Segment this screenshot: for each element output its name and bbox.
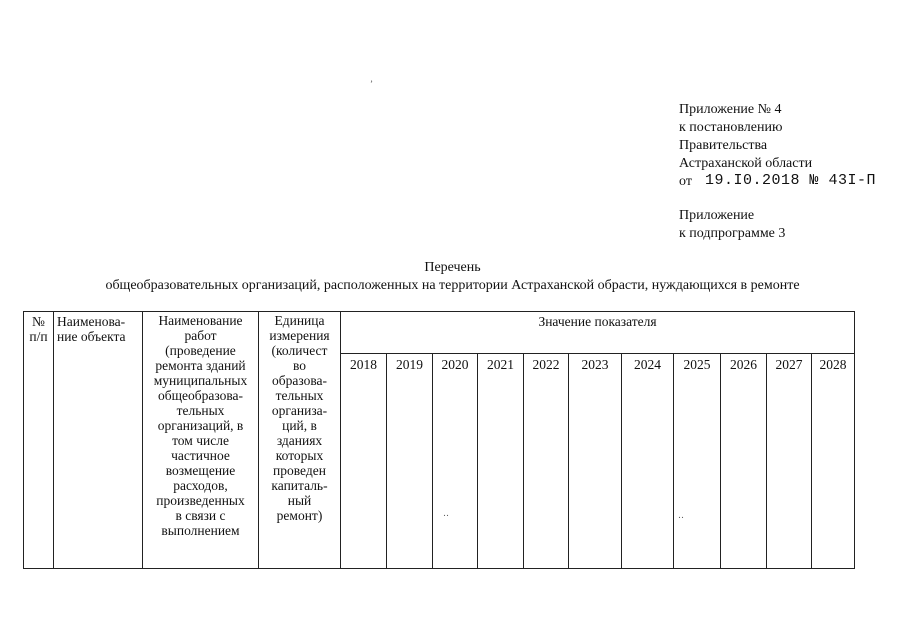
- approval-line-2: к постановлению: [679, 120, 783, 135]
- header-cell-number: № п/п: [24, 312, 54, 569]
- appendix-line-2: к подпрограмме 3: [679, 226, 786, 241]
- year-cell-2024: 2024: [622, 354, 674, 569]
- header-cell-indicator-value: Значение показателя: [341, 312, 855, 354]
- scan-speck: ’: [370, 79, 373, 89]
- year-cell-2025: 2025: [674, 354, 721, 569]
- approval-line-1: Приложение № 4: [679, 102, 782, 117]
- year-cell-2018: 2018: [341, 354, 387, 569]
- approval-line-from: от: [679, 174, 692, 189]
- year-cell-2023: 2023: [569, 354, 622, 569]
- year-cell-2028: 2028: [812, 354, 855, 569]
- approval-line-4: Астраханской области: [679, 156, 813, 171]
- scan-speck: ․․: [443, 508, 450, 518]
- decree-date-number-stamp: 19.I0.2018 № 43I-П: [705, 172, 877, 189]
- document-subtitle: общеобразовательных организаций, расположенных на территории Астраханской обрасти, нуждающихся в ремонте: [105, 278, 800, 293]
- scan-speck: ․․: [678, 510, 685, 520]
- approval-line-3: Правительства: [679, 138, 768, 153]
- document-title: Перечень: [424, 260, 481, 275]
- header-cell-work-name: Наименование работ (проведение ремонта зданий муниципальных общеобразова- тельных организаций, в том числе частичное возмещение расходов, произведенных в связи с выполнением: [143, 312, 259, 569]
- year-cell-2027: 2027: [767, 354, 812, 569]
- appendix-line-1: Приложение: [679, 208, 755, 223]
- year-cell-2021: 2021: [478, 354, 524, 569]
- year-cell-2019: 2019: [387, 354, 433, 569]
- header-cell-object-name: Наименова-ние объекта: [54, 312, 143, 569]
- header-cell-unit: Единица измерения (количест во образова- тельных организа- ций, в зданиях которых проведен капиталь- ный ремонт): [259, 312, 341, 569]
- year-cell-2026: 2026: [721, 354, 767, 569]
- year-cell-2020: 2020: [433, 354, 478, 569]
- repair-list-table: [23, 311, 855, 569]
- year-cell-2022: 2022: [524, 354, 569, 569]
